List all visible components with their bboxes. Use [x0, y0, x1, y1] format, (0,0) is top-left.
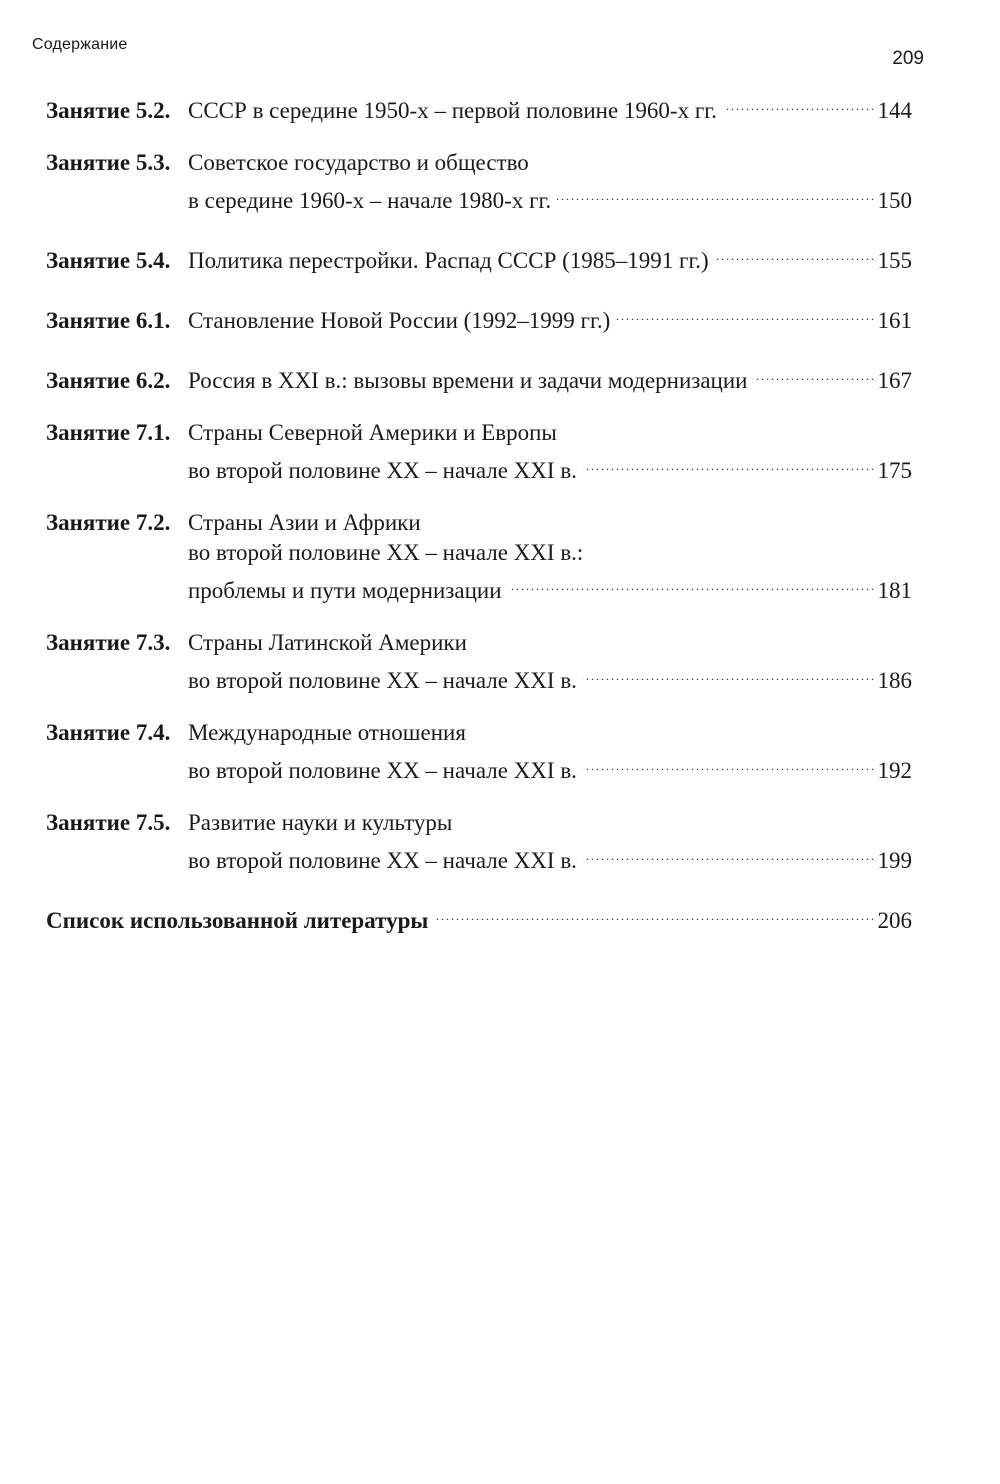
toc-entry-title: Страны Латинской Америки	[188, 630, 467, 655]
toc-entry-7-4[interactable]	[46, 718, 912, 786]
toc-entry-6-2[interactable]	[46, 358, 912, 396]
toc-entry-page: 192	[877, 758, 912, 783]
toc-entry-page: 206	[877, 908, 912, 933]
toc-entry-title-continued: во второй половине XX – начале XXI в.	[188, 668, 577, 693]
toc-entry-page: 144	[877, 98, 912, 123]
toc-entry-bibliography[interactable]	[46, 898, 912, 936]
toc-entry-7-1[interactable]	[46, 418, 912, 486]
dot-leader	[583, 448, 874, 478]
toc-entry-label: Занятие 5.3.	[46, 150, 171, 175]
toc-entry-6-1[interactable]	[46, 298, 912, 336]
toc-entry-label: Занятие 7.1.	[46, 420, 171, 445]
toc-entry-title: Россия в XXI в.: вызовы времени и задачи модернизации	[188, 368, 748, 393]
dot-leader	[583, 658, 874, 688]
toc-entry-page: 199	[877, 848, 912, 873]
toc-entry-title: Развитие науки и культуры	[188, 810, 453, 835]
dot-leader	[715, 238, 874, 268]
toc-entry-5-3[interactable]	[46, 148, 912, 216]
toc-entry-page: 175	[877, 458, 912, 483]
dot-leader	[557, 178, 873, 208]
toc-entry-7-3[interactable]	[46, 628, 912, 696]
toc-entry-title: Страны Азии и Африки	[188, 510, 421, 535]
toc-entry-page: 167	[877, 368, 912, 393]
toc-entry-label: Список использованной литературы	[46, 908, 429, 933]
dot-leader	[583, 838, 874, 868]
toc-entry-title-continued: во второй половине XX – начале XXI в.	[188, 848, 577, 873]
toc-entry-title-continued: во второй половине XX – начале XXI в.	[188, 458, 577, 483]
toc-entry-label: Занятие 5.2.	[46, 98, 171, 123]
toc-entry-label: Занятие 7.5.	[46, 810, 171, 835]
toc-entry-title: Страны Северной Америки и Европы	[188, 420, 557, 445]
running-head: Содержание	[32, 36, 128, 53]
toc-entry-page: 155	[877, 248, 912, 273]
toc-entry-title: Политика перестройки. Распад СССР (1985–1991 гг.)	[188, 248, 709, 273]
dot-leader	[583, 748, 874, 778]
toc-entry-7-2[interactable]	[46, 508, 912, 606]
toc-entry-label: Занятие 5.4.	[46, 248, 171, 273]
toc-entry-5-4[interactable]	[46, 238, 912, 276]
dot-leader	[723, 88, 874, 118]
toc-entry-label: Занятие 7.4.	[46, 720, 171, 745]
toc-entry-title-continued: в середине 1960-х – начале 1980-х гг.	[188, 188, 552, 213]
toc-entry-title: Советское государство и общество	[188, 150, 529, 175]
dot-leader	[753, 358, 873, 388]
toc-entry-5-2[interactable]	[46, 88, 912, 126]
toc-entry-title-continued: проблемы и пути модернизации	[188, 578, 502, 603]
dot-leader	[616, 298, 873, 328]
dot-leader	[434, 898, 873, 928]
toc-entry-title: Международные отношения	[188, 720, 466, 745]
toc-entry-page: 150	[877, 188, 912, 213]
toc-entry-label: Занятие 7.3.	[46, 630, 171, 655]
toc-entry-label: Занятие 7.2.	[46, 510, 171, 535]
toc-entry-title-continued: во второй половине XX – начале XXI в.:	[188, 540, 584, 565]
toc-entry-title: Становление Новой России (1992–1999 гг.)	[188, 308, 611, 333]
toc-entry-7-5[interactable]	[46, 808, 912, 876]
toc-entry-label: Занятие 6.2.	[46, 368, 171, 393]
page-number: 209	[892, 48, 924, 69]
toc-entry-title: СССР в середине 1950-х – первой половине 1960-х гг.	[188, 98, 717, 123]
dot-leader	[508, 568, 874, 598]
toc-entry-page: 161	[877, 308, 912, 333]
toc-entry-page: 186	[877, 668, 912, 693]
toc-entry-label: Занятие 6.1.	[46, 308, 171, 333]
table-of-contents	[46, 88, 912, 958]
toc-entry-page: 181	[877, 578, 912, 603]
toc-entry-title-continued: во второй половине XX – начале XXI в.	[188, 758, 577, 783]
